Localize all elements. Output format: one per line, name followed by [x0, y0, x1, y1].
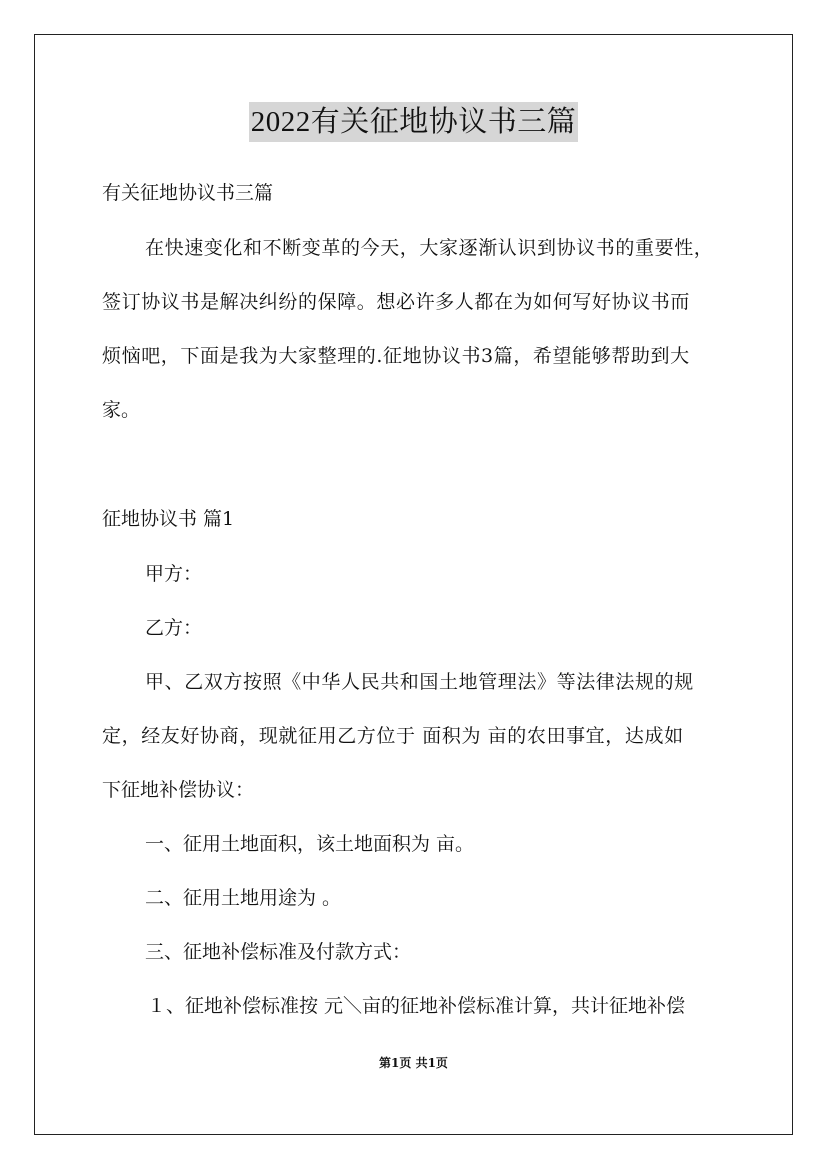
intro-line-1: 在快速变化和不断变革的今天，大家逐渐认识到协议书的重要性， [145, 237, 714, 259]
clause-2: 二、征用土地用途为 。 [145, 887, 342, 909]
intro-line-4: 家。 [102, 399, 141, 421]
party-a-label: 甲方： [145, 563, 203, 585]
agreement-line-3: 下征地补偿协议： [102, 779, 255, 801]
section-heading: 征地协议书 篇1 [102, 508, 235, 530]
party-b-label: 乙方： [145, 617, 203, 639]
page-number-footer: 第1页 共1页 [379, 1056, 448, 1070]
agreement-line-2: 定，经友好协商，现就征用乙方位于 面积为 亩的农田事宜，达成如 [102, 725, 684, 747]
document-title: 2022有关征地协议书三篇 [249, 102, 579, 142]
intro-line-3: 烦恼吧，下面是我为大家整理的.征地协议书3篇，希望能够帮助到大 [102, 345, 690, 367]
clause-3-1: １、征地补偿标准按 元＼亩的征地补偿标准计算，共计征地补偿 [147, 995, 686, 1017]
intro-line-2: 签订协议书是解决纠纷的保障。想必许多人都在为如何写好协议书而 [102, 291, 691, 313]
clause-3: 三、征地补偿标准及付款方式： [145, 941, 412, 963]
document-subtitle: 有关征地协议书三篇 [102, 182, 274, 204]
agreement-line-1: 甲、乙双方按照《中华人民共和国土地管理法》等法律法规的规 [145, 671, 694, 693]
clause-1: 一、征用土地面积，该土地面积为 亩。 [145, 833, 475, 855]
title-block [0, 102, 827, 142]
